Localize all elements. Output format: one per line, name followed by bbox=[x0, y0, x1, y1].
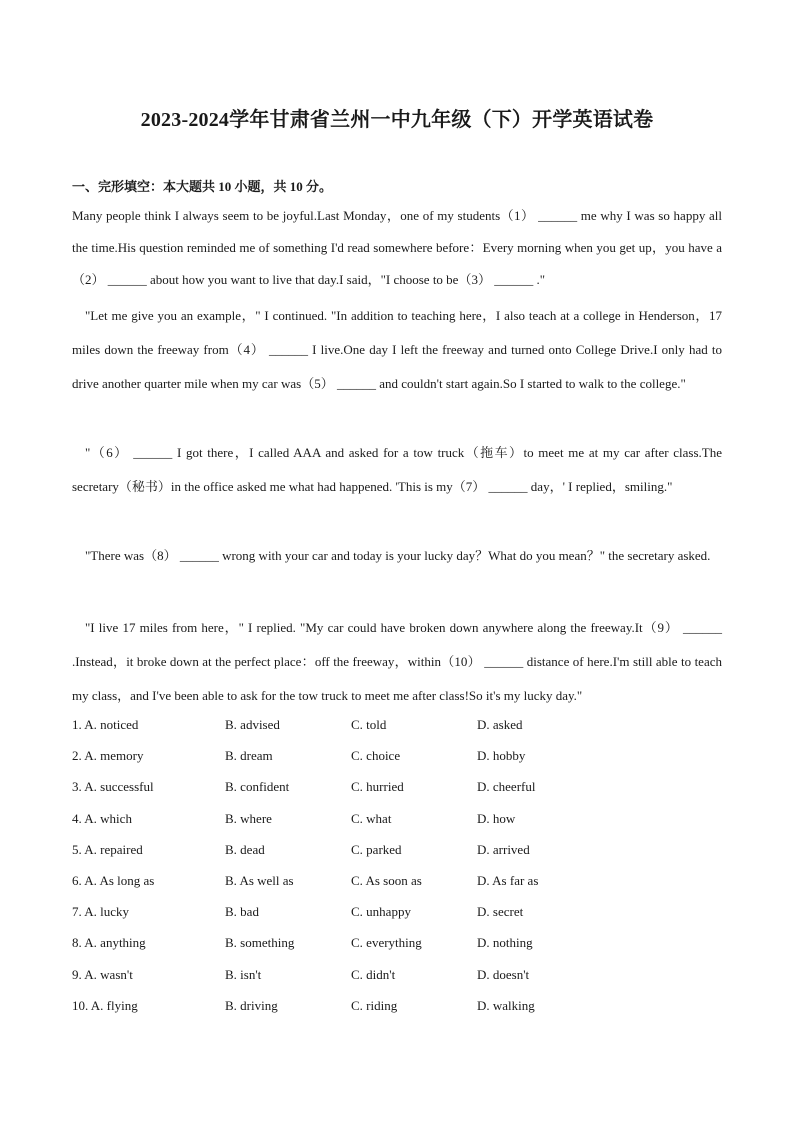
option-d: D. As far as bbox=[477, 872, 539, 888]
question-row-7 bbox=[72, 899, 722, 930]
option-b: B. dream bbox=[225, 748, 273, 764]
option-b: B. isn't bbox=[225, 966, 262, 982]
option-a: 1. A. noticed bbox=[72, 717, 139, 732]
option-c: C. unhappy bbox=[351, 904, 411, 920]
option-d: D. hobby bbox=[477, 748, 526, 764]
section-heading: 一、完形填空：本大题共 10 小题，共 10 分。 bbox=[72, 179, 333, 194]
page-title: 2023-2024学年甘肃省兰州一中九年级（下）开学英语试卷 bbox=[140, 109, 654, 131]
option-d: D. cheerful bbox=[477, 779, 536, 795]
option-c: C. parked bbox=[351, 841, 402, 857]
option-d: D. nothing bbox=[477, 935, 533, 951]
question-row-8 bbox=[72, 930, 722, 961]
option-d: D. walking bbox=[477, 997, 535, 1013]
option-c: C. hurried bbox=[351, 779, 404, 795]
passage-paragraph-3: "（6） ______ I got there，I called AAA and asked for a tow truck（拖车）to meet me at my car after class.The secretary（秘书）in the office asked me what had happened. 'This is my（7） ______ day，' I replied，smiling." bbox=[72, 445, 722, 494]
option-a: 6. A. As long as bbox=[72, 872, 155, 888]
passage-paragraph-2: "Let me give you an example，" I continued. "In addition to teaching here，I also teach at a college in Henderson，17 miles down the freeway from（4） ______ I live.One day I left the freeway and turned onto College Drive.I only had to drive another quarter mile when my car was（5） ______ and couldn't start again.So I started to walk to the college." bbox=[72, 308, 722, 391]
option-a: 3. A. successful bbox=[72, 779, 154, 795]
option-a: 2. A. memory bbox=[72, 748, 144, 764]
answer-options bbox=[72, 712, 722, 1024]
question-row-9 bbox=[72, 962, 722, 993]
option-b: B. bad bbox=[225, 904, 259, 920]
question-row-1 bbox=[72, 712, 722, 743]
question-row-3 bbox=[72, 774, 722, 805]
option-d: D. secret bbox=[477, 904, 524, 920]
option-c: C. As soon as bbox=[351, 872, 422, 888]
option-a: 5. A. repaired bbox=[72, 841, 143, 857]
option-c: C. what bbox=[351, 810, 392, 826]
option-d: D. how bbox=[477, 810, 516, 826]
option-a: 7. A. lucky bbox=[72, 904, 130, 920]
option-c: C. everything bbox=[351, 935, 422, 951]
option-d: D. asked bbox=[477, 717, 523, 732]
option-a: 4. A. which bbox=[72, 810, 132, 826]
option-d: D. doesn't bbox=[477, 966, 530, 982]
question-row-4 bbox=[72, 806, 722, 837]
passage-paragraph-5: "I live 17 miles from here，" I replied. "My car could have broken down anywhere along the freeway.It（9） ______ .Instead，it broke down at the perfect place：off the freeway，within（10） ______ distance of here.I'm still able to teach my class，and I've been able to ask for the tow truck to meet me after class!So it's my lucky day." bbox=[72, 620, 722, 703]
option-c: C. didn't bbox=[351, 966, 396, 982]
option-d: D. arrived bbox=[477, 841, 530, 857]
question-row-5 bbox=[72, 837, 722, 868]
option-b: B. driving bbox=[225, 997, 278, 1013]
option-b: B. something bbox=[225, 935, 295, 951]
option-a: 9. A. wasn't bbox=[72, 966, 133, 982]
option-b: B. dead bbox=[225, 841, 265, 857]
option-b: B. As well as bbox=[225, 872, 294, 888]
passage-paragraph-1: Many people think I always seem to be joyful.Last Monday，one of my students（1） ______ me why I was so happy all the time.His question reminded me of something I'd read somewhere before：Every morning when you get up，you have a （2） ______ about how you want to live that day.I said，"I choose to be（3） ______ ." bbox=[72, 208, 722, 287]
option-c: C. told bbox=[351, 717, 387, 732]
option-b: B. where bbox=[225, 810, 272, 826]
option-a: 10. A. flying bbox=[72, 997, 138, 1013]
option-b: B. advised bbox=[225, 717, 280, 732]
passage-paragraph-4: "There was（8） ______ wrong with your car and today is your lucky day？What do you mean？" the secretary asked. bbox=[85, 548, 711, 563]
question-row-2 bbox=[72, 743, 722, 774]
question-row-6 bbox=[72, 868, 722, 899]
option-a: 8. A. anything bbox=[72, 935, 146, 951]
question-row-10 bbox=[72, 993, 722, 1024]
option-b: B. confident bbox=[225, 779, 290, 795]
option-c: C. riding bbox=[351, 997, 398, 1013]
option-c: C. choice bbox=[351, 748, 401, 764]
